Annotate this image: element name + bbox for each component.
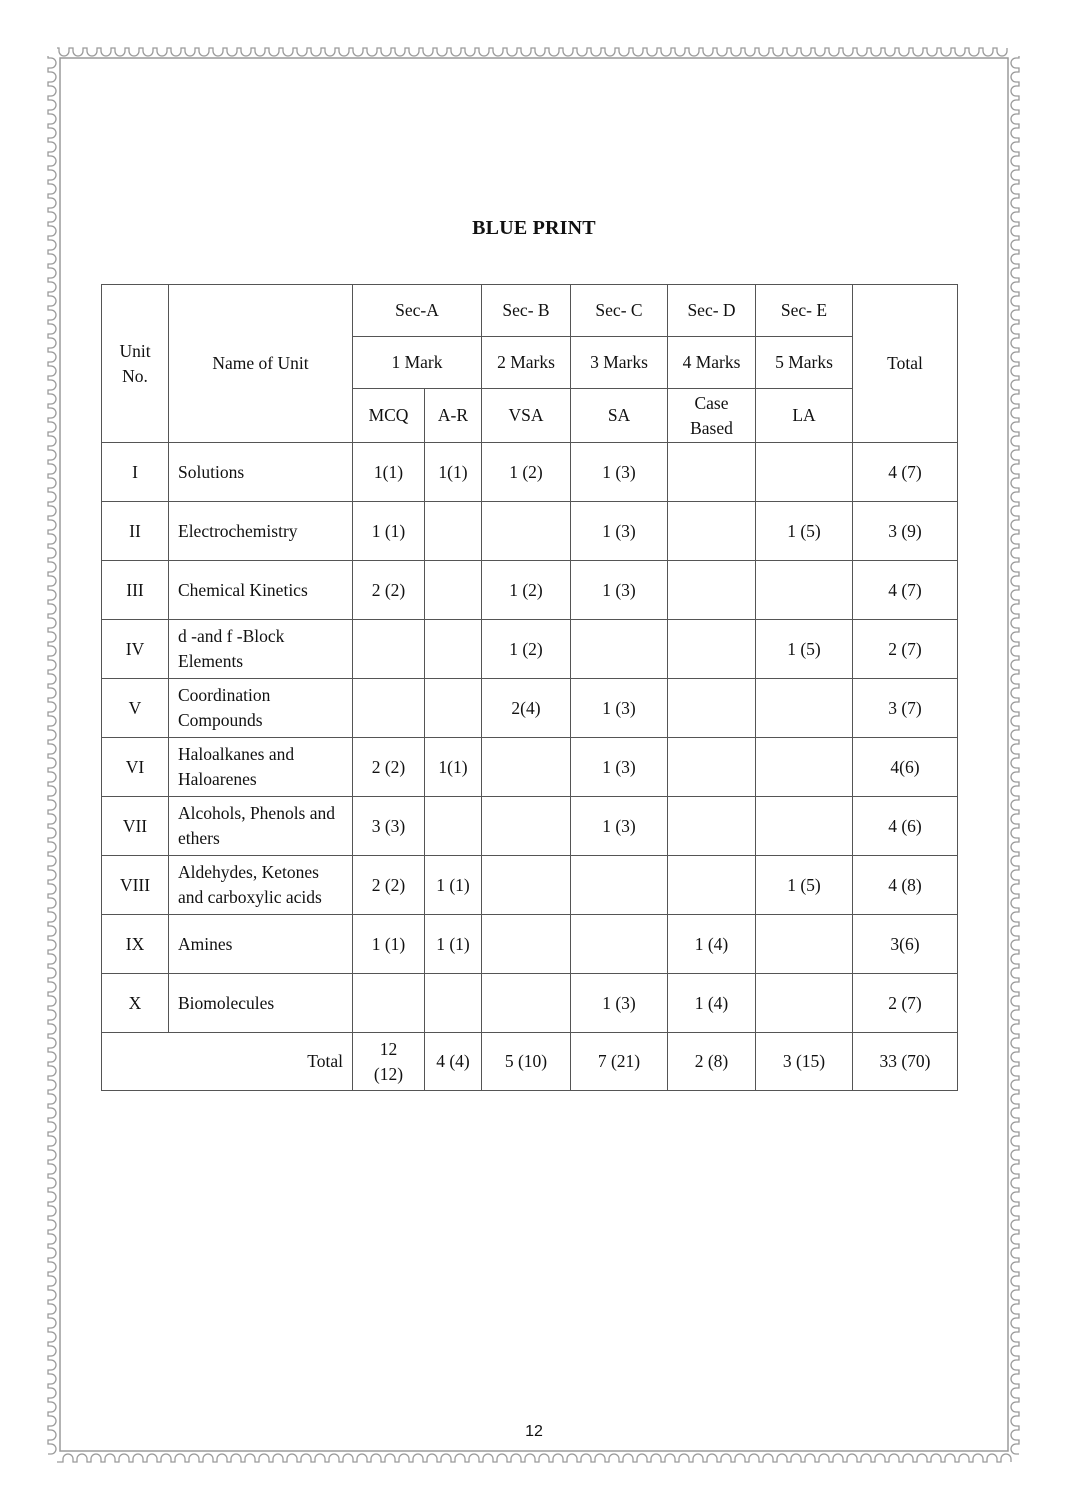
cell-sa [571, 856, 668, 915]
header-sec-c: Sec- C [571, 285, 668, 337]
cell-la [756, 443, 853, 502]
header-sec-a: Sec-A [353, 285, 482, 337]
cell-vsa [482, 974, 571, 1033]
cell-ar [425, 797, 482, 856]
cell-unit-name: Coordination Compounds [169, 679, 353, 738]
cell-mcq: 1(1) [353, 443, 425, 502]
cell-unit-no: V [102, 679, 169, 738]
cell-case: 1 (4) [668, 974, 756, 1033]
table-row [102, 738, 958, 797]
header-marks-2: 2 Marks [482, 337, 571, 389]
header-total: Total [853, 285, 958, 443]
header-type-vsa: VSA [482, 389, 571, 443]
page-number: 12 [525, 1423, 543, 1440]
cell-sa [571, 620, 668, 679]
cell-unit-no: VI [102, 738, 169, 797]
table-row [102, 797, 958, 856]
cell-vsa: 1 (2) [482, 443, 571, 502]
cell-mcq: 3 (3) [353, 797, 425, 856]
cell-la: 1 (5) [756, 856, 853, 915]
cell-unit-name: Amines [169, 915, 353, 974]
header-type-ar: A-R [425, 389, 482, 443]
cell-row-total: 3(6) [853, 915, 958, 974]
table-row [102, 856, 958, 915]
cell-ar [425, 620, 482, 679]
cell-sa: 1 (3) [571, 974, 668, 1033]
header-marks-5: 5 Marks [756, 337, 853, 389]
cell-mcq: 2 (2) [353, 561, 425, 620]
header-marks-1: 1 Mark [353, 337, 482, 389]
cell-case [668, 443, 756, 502]
cell-ar: 1 (1) [425, 915, 482, 974]
cell-sa: 1 (3) [571, 502, 668, 561]
cell-row-total: 2 (7) [853, 974, 958, 1033]
cell-case [668, 502, 756, 561]
cell-case [668, 797, 756, 856]
total-ar: 4 (4) [425, 1033, 482, 1091]
cell-ar [425, 679, 482, 738]
cell-la: 1 (5) [756, 620, 853, 679]
cell-mcq [353, 620, 425, 679]
total-sa: 7 (21) [571, 1033, 668, 1091]
blueprint-table [101, 284, 958, 1091]
cell-unit-name: Haloalkanes and Haloarenes [169, 738, 353, 797]
cell-row-total: 4 (8) [853, 856, 958, 915]
table-row [102, 679, 958, 738]
cell-mcq [353, 679, 425, 738]
table-row [102, 974, 958, 1033]
cell-unit-no: III [102, 561, 169, 620]
cell-case [668, 679, 756, 738]
cell-row-total: 4 (6) [853, 797, 958, 856]
cell-unit-name: Biomolecules [169, 974, 353, 1033]
cell-sa: 1 (3) [571, 738, 668, 797]
header-type-mcq: MCQ [353, 389, 425, 443]
cell-mcq: 2 (2) [353, 856, 425, 915]
cell-vsa [482, 797, 571, 856]
header-sec-d: Sec- D [668, 285, 756, 337]
cell-unit-name: Solutions [169, 443, 353, 502]
cell-vsa [482, 856, 571, 915]
cell-unit-name: Alcohols, Phenols and ethers [169, 797, 353, 856]
header-row-sections [102, 285, 958, 337]
table-row [102, 915, 958, 974]
cell-unit-name: Aldehydes, Ketones and carboxylic acids [169, 856, 353, 915]
cell-vsa: 2(4) [482, 679, 571, 738]
cell-row-total: 3 (7) [853, 679, 958, 738]
cell-ar [425, 561, 482, 620]
header-marks-4: 4 Marks [668, 337, 756, 389]
cell-la [756, 974, 853, 1033]
cell-row-total: 2 (7) [853, 620, 958, 679]
cell-ar: 1(1) [425, 738, 482, 797]
cell-case: 1 (4) [668, 915, 756, 974]
cell-unit-name: Electrochemistry [169, 502, 353, 561]
cell-case [668, 856, 756, 915]
total-la: 3 (15) [756, 1033, 853, 1091]
cell-unit-no: VIII [102, 856, 169, 915]
header-type-case-based: Case Based [668, 389, 756, 443]
cell-la [756, 679, 853, 738]
totals-label: Total [102, 1033, 353, 1091]
cell-sa: 1 (3) [571, 797, 668, 856]
cell-case [668, 738, 756, 797]
total-vsa: 5 (10) [482, 1033, 571, 1091]
cell-mcq: 1 (1) [353, 502, 425, 561]
cell-unit-no: IV [102, 620, 169, 679]
cell-sa: 1 (3) [571, 679, 668, 738]
cell-row-total: 3 (9) [853, 502, 958, 561]
cell-la [756, 561, 853, 620]
table-row [102, 502, 958, 561]
cell-la [756, 797, 853, 856]
cell-vsa: 1 (2) [482, 561, 571, 620]
cell-mcq: 2 (2) [353, 738, 425, 797]
cell-unit-no: VII [102, 797, 169, 856]
header-unit-no: Unit No. [102, 285, 169, 443]
cell-vsa [482, 502, 571, 561]
cell-row-total: 4 (7) [853, 443, 958, 502]
cell-sa: 1 (3) [571, 443, 668, 502]
header-sec-b: Sec- B [482, 285, 571, 337]
table-row [102, 443, 958, 502]
cell-ar [425, 974, 482, 1033]
cell-la: 1 (5) [756, 502, 853, 561]
cell-unit-no: I [102, 443, 169, 502]
cell-ar: 1 (1) [425, 856, 482, 915]
cell-la [756, 738, 853, 797]
totals-row [102, 1033, 958, 1091]
cell-ar [425, 502, 482, 561]
table-row [102, 620, 958, 679]
header-marks-3: 3 Marks [571, 337, 668, 389]
table-row [102, 561, 958, 620]
cell-vsa [482, 915, 571, 974]
cell-row-total: 4 (7) [853, 561, 958, 620]
header-sec-e: Sec- E [756, 285, 853, 337]
cell-row-total: 4(6) [853, 738, 958, 797]
header-type-sa: SA [571, 389, 668, 443]
page-title: BLUE PRINT [472, 217, 596, 239]
cell-vsa [482, 738, 571, 797]
cell-mcq [353, 974, 425, 1033]
cell-unit-no: II [102, 502, 169, 561]
cell-unit-no: IX [102, 915, 169, 974]
cell-case [668, 620, 756, 679]
cell-vsa: 1 (2) [482, 620, 571, 679]
cell-mcq: 1 (1) [353, 915, 425, 974]
cell-unit-no: X [102, 974, 169, 1033]
cell-unit-name: d -and f -Block Elements [169, 620, 353, 679]
total-total: 33 (70) [853, 1033, 958, 1091]
total-case: 2 (8) [668, 1033, 756, 1091]
cell-sa [571, 915, 668, 974]
cell-sa: 1 (3) [571, 561, 668, 620]
header-type-la: LA [756, 389, 853, 443]
cell-ar: 1(1) [425, 443, 482, 502]
cell-case [668, 561, 756, 620]
cell-unit-name: Chemical Kinetics [169, 561, 353, 620]
total-mcq: 12 (12) [353, 1033, 425, 1091]
header-name-of-unit: Name of Unit [169, 285, 353, 443]
cell-la [756, 915, 853, 974]
